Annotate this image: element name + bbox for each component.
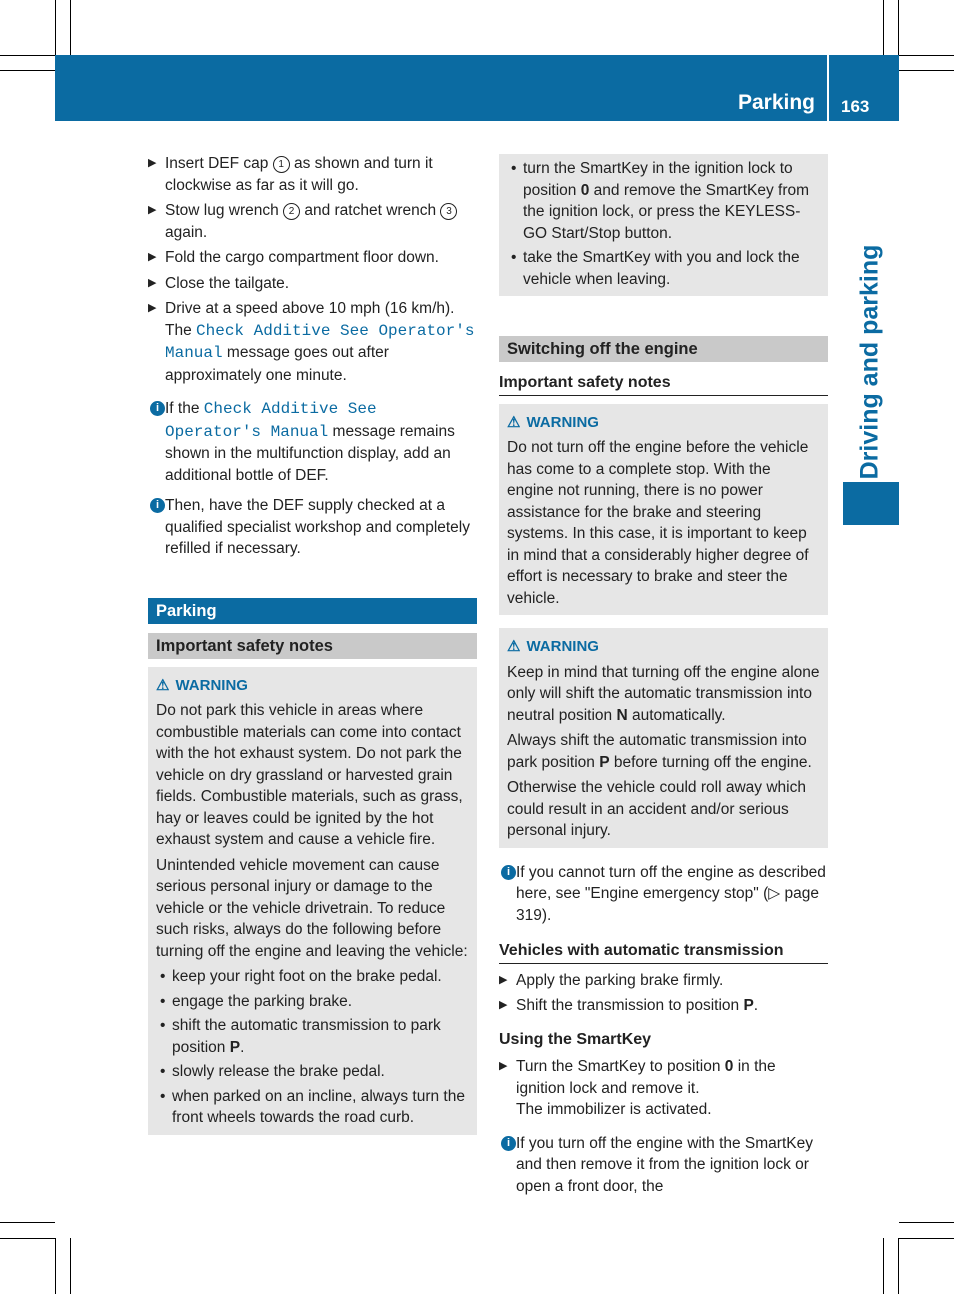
section-title: Parking <box>737 91 815 114</box>
info-note: i If the Check Additive See Operator's Manual message remains shown in the multifunction display, add an additional bottle of DEF. <box>148 398 477 486</box>
warning-box <box>499 628 828 848</box>
bullet-item: • take the SmartKey with you and lock the vehicle when leaving. <box>507 247 820 290</box>
crop-mark <box>0 1238 55 1239</box>
display-message: Check Additive See Operator's Manual <box>165 400 377 441</box>
instruction-step: ▶ Stow lug wrench 2 and ratchet wrench 3 again. <box>148 200 477 243</box>
crop-mark <box>899 70 954 71</box>
crop-mark <box>898 0 899 55</box>
arrow-icon: ▶ <box>148 204 157 216</box>
number-badge: 1 <box>273 156 290 173</box>
info-note: i If you turn off the engine with the SmartKey and then remove it from the ignition lock or open a front door, the <box>499 1133 828 1198</box>
instruction-step: ▶ Shift the transmission to position P. <box>499 997 759 1014</box>
info-icon: i <box>150 498 165 513</box>
crop-mark <box>0 55 55 56</box>
crop-mark <box>70 1238 71 1294</box>
crop-mark <box>55 0 56 55</box>
instruction-step: ▶ Apply the parking brake firmly. <box>499 971 724 989</box>
left-column <box>148 153 477 1135</box>
crop-mark <box>0 70 55 71</box>
crop-mark <box>0 1222 55 1223</box>
warning-heading: ⚠ WARNING <box>507 636 820 658</box>
page-header <box>55 55 899 121</box>
warning-text: Otherwise the vehicle could roll away which could result in an accident and/or serious personal injury. <box>507 779 806 839</box>
subheading: Vehicles with automatic transmission <box>499 940 828 964</box>
info-note: i If you cannot turn off the engine as described here, see "Engine emergency stop" (▷ page 319). <box>499 862 828 927</box>
right-column <box>499 154 828 1206</box>
warning-text: Unintended vehicle movement can cause serious personal injury or damage to the vehicle or the vehicle drivetrain. To reduce such risks, always do the following before turning off the engine and leaving the vehicle: <box>156 856 468 960</box>
warning-text: Do not turn off the engine before the vehicle has come to a complete stop. With the engine not running, there is no power assistance for the brake and steering systems. In this case, it is important to keep in mind that a considerably higher degree of effort is necessary to brake and steer the vehicle. <box>507 439 809 607</box>
arrow-icon: ▶ <box>148 157 157 169</box>
arrow-icon: ▶ <box>148 251 157 263</box>
arrow-icon: ▶ <box>499 1060 508 1072</box>
bullet-item: • turn the SmartKey in the ignition lock to position 0 and remove the SmartKey from the ignition lock, or press the KEYLESS-GO Start/Stop button. <box>507 158 820 244</box>
bullet-item: • slowly release the brake pedal. <box>156 1061 469 1083</box>
subsection-heading: Important safety notes <box>148 633 477 659</box>
continued-box <box>499 154 828 296</box>
header-divider <box>827 55 829 121</box>
bullet-item: • shift the automatic transmission to park position P. <box>156 1015 469 1058</box>
chapter-title: Driving and parking <box>855 244 884 480</box>
instruction-step: ▶ Turn the SmartKey to position 0 in the ignition lock and remove it. The immobilizer is activated. <box>499 1056 828 1121</box>
arrow-icon: ▶ <box>148 276 157 289</box>
warning-text: Keep in mind that turning off the engine alone only will shift the automatic transmission into neutral position N automatically. <box>507 663 820 724</box>
page-number: 163 <box>841 97 870 116</box>
warning-text: Always shift the automatic transmission into park position P before turning off the engine. <box>507 732 812 771</box>
crop-mark <box>898 1238 899 1294</box>
warning-heading: ⚠ WARNING <box>507 412 820 434</box>
subheading: Important safety notes <box>499 372 828 396</box>
crop-mark <box>883 0 884 55</box>
display-message: Check Additive See Operator's Manual <box>165 321 475 362</box>
crop-mark <box>899 55 954 56</box>
section-heading: Parking <box>148 598 477 624</box>
warning-icon: ⚠ <box>507 638 521 655</box>
subsection-heading: Switching off the engine <box>499 336 828 362</box>
crop-mark <box>70 0 71 55</box>
subheading: Using the SmartKey <box>499 1030 652 1048</box>
instruction-step: ▶ Drive at a speed above 10 mph (16 km/h). The Check Additive See Operator's Manual message goes out after approximately one minute. <box>148 300 475 384</box>
warning-box <box>499 404 828 616</box>
arrow-icon: ▶ <box>499 973 508 986</box>
number-badge: 2 <box>283 203 300 220</box>
arrow-icon: ▶ <box>499 999 508 1011</box>
instruction-step: ▶ Insert DEF cap 1 as shown and turn it clockwise as far as it will go. <box>148 155 433 194</box>
crop-mark <box>899 1238 954 1239</box>
bullet-item: • engage the parking brake. <box>156 991 469 1013</box>
step-result: The immobilizer is activated. <box>516 1101 712 1118</box>
info-icon: i <box>150 401 165 416</box>
chapter-tab <box>843 482 899 525</box>
info-icon: i <box>501 1136 516 1151</box>
warning-box <box>148 667 477 1135</box>
instruction-step: ▶ Close the tailgate. <box>148 274 290 292</box>
warning-icon: ⚠ <box>507 413 521 431</box>
info-note: i Then, have the DEF supply checked at a qualified specialist workshop and completely refilled if necessary. <box>148 495 477 560</box>
instruction-step: ▶ Fold the cargo compartment floor down. <box>148 249 439 266</box>
warning-heading: ⚠ WARNING <box>156 675 469 697</box>
info-icon: i <box>501 865 516 880</box>
crop-mark <box>899 1222 954 1223</box>
bullet-item: • keep your right foot on the brake pedal. <box>156 966 469 988</box>
number-badge: 3 <box>440 203 457 220</box>
warning-text: Do not park this vehicle in areas where combustible materials can come into contact with the hot exhaust system. Do not park the vehicle on dry grassland or harvested grain fields. Combustible materials, such as grass, hay or leaves could be ignited by the hot exhaust system and cause a vehicle fire. <box>156 702 463 848</box>
crop-mark <box>55 1238 56 1294</box>
bullet-item: • when parked on an incline, always turn the front wheels towards the road curb. <box>156 1086 469 1129</box>
crop-mark <box>883 1238 884 1294</box>
warning-icon: ⚠ <box>156 676 170 694</box>
arrow-icon: ▶ <box>148 302 157 314</box>
